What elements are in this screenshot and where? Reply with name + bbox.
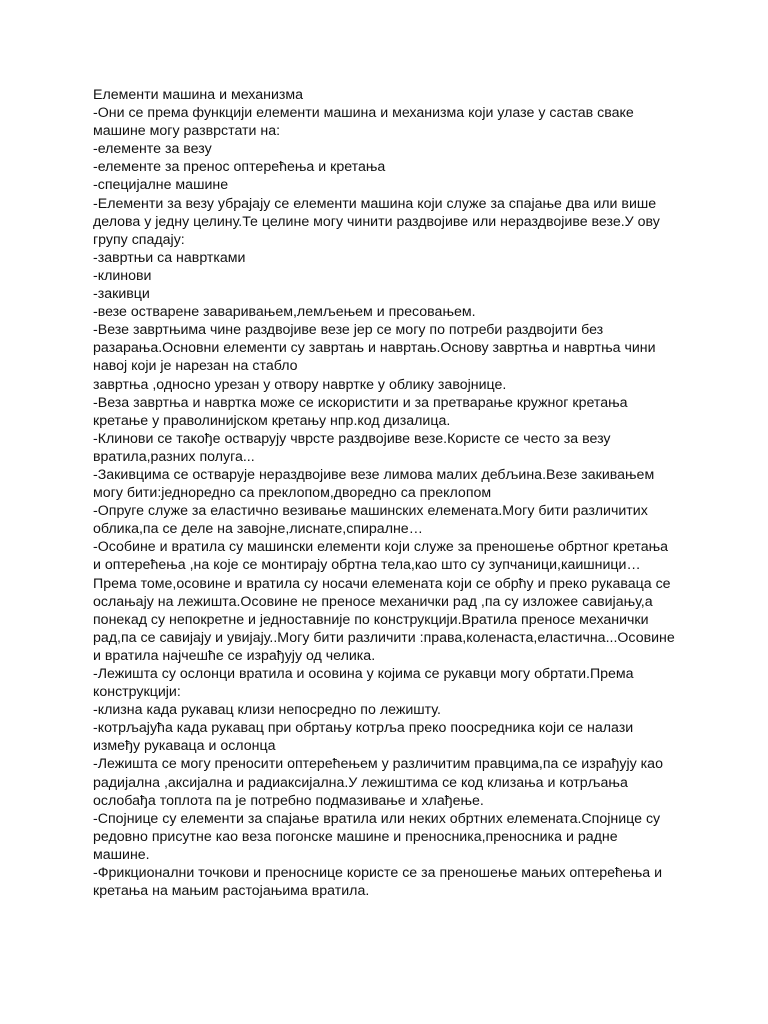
text-line: Према томе,осовине и вратила су носачи елемената који се обрћу и преко рукаваца се xyxy=(93,575,671,592)
text-line: -Лежишта су ослонци вратила и осовина у којима се рукавци могу обртати.Према xyxy=(93,666,634,682)
text-line: и вратила најчешће се израђују од челика. xyxy=(93,647,376,664)
text-line: -Лежишта се могу преносити оптерећењем у различитим правцима,па се израђују као xyxy=(93,756,663,773)
text-line: -Они се према функцији елементи машина и механизма који улазе у састав сваке xyxy=(93,105,634,122)
text-line: машине могу разврстати на: xyxy=(93,123,281,140)
text-line: -Спојнице су елементи за спајање вратила или неких обртних елемената.Спојнице су xyxy=(93,810,661,827)
text-line: -елементе за пренос оптерећења и кретања xyxy=(93,159,386,176)
text-line: -завртњи са навртками xyxy=(93,249,246,266)
document-title: Елементи машина и механизма xyxy=(93,87,304,103)
text-line: -Закивцима се остварује нераздвојиве везе лимова малих дебљина.Везе закивањем xyxy=(93,466,655,483)
text-line: редовно присутне као веза погонске машине и преносника,преносника и радне xyxy=(93,828,618,845)
text-line: -клизна када рукавац клизи непосредно по лежишту. xyxy=(93,702,441,719)
text-line: и оптерећења ,на које се монтирају обртна тела,као што су зупчаници,каишници… xyxy=(93,557,641,574)
text-line: -елементе за везу xyxy=(93,141,212,158)
text-line: -Фрикционални точкови и преноснице користе се за преношење мањих оптерећења и xyxy=(93,865,663,882)
text-line: -Веза завртња и навртка може се искористити и за претварање кружног кретања xyxy=(93,394,628,411)
text-line: ослањају на лежишта.Осовине не преносе механички рад ,па су изложее савијању,а xyxy=(93,593,653,610)
text-line: радијална ,аксијална и радиаксијална.У лежиштима се код клизања и котрљања xyxy=(93,774,628,791)
text-line: облика,па се деле на завојне,лиснате,спиралне… xyxy=(93,521,423,538)
text-line: -Особине и вратила су машински елементи који служе за преношење обртног кретања xyxy=(93,539,669,556)
text-line: -Опруге служе за еластично везивање машинских елемената.Могу бити различитих xyxy=(93,503,648,520)
text-line: кретање у праволинијском кретању нпр.код дизалица. xyxy=(93,412,451,429)
text-line: кретања на мањим растојањима вратила. xyxy=(93,883,370,900)
text-line: -Елементи за везу убрајају се елементи машина који служе за спајање два или више xyxy=(93,195,657,212)
text-line: понекад су непокретне и једноставније по конструкцији.Вратила преносе механички xyxy=(93,611,649,628)
text-line: конструкцији: xyxy=(93,684,181,701)
text-line: -Везе завртњима чине раздвојиве везе јер се могу по потреби раздвојити без xyxy=(93,322,604,339)
text-line: вратила,разних полуга... xyxy=(93,448,255,465)
text-line: могу бити:једноредно са преклопом,дворедно са преклопом xyxy=(93,485,492,502)
text-line: групу спадају: xyxy=(93,231,185,248)
text-line: разарања.Основни елементи су завртањ и навртањ.Основу завртња и навртња чини xyxy=(93,340,656,357)
text-line: завртња ,односно урезан у отвору навртке у облику завојнице. xyxy=(93,376,507,393)
text-line: делова у једну целину.Те целине могу чинити раздвојиве или нераздвојиве везе.У ову xyxy=(93,213,660,230)
text-line: између рукаваца и ослонца xyxy=(93,738,276,755)
text-line: -везе остварене заваривањем,лемљењем и пресовањем. xyxy=(93,304,476,321)
text-line: -котрљајућа када рукавац при обртању котрља преко поосредника који се налази xyxy=(93,720,634,737)
text-line: -закивци xyxy=(93,286,150,303)
document-body xyxy=(93,86,683,900)
text-line: -специјалне машине xyxy=(93,177,229,194)
text-line: -Клинови се такође остварују чврсте раздвојиве везе.Користе се често за везу xyxy=(93,430,611,447)
text-line: -клинови xyxy=(93,267,152,284)
text-line: рад,па се савијају и увијају..Могу бити различити :права,коленаста,еластична...Осовине xyxy=(93,629,675,646)
text-line: навој који је нарезан на стабло xyxy=(93,358,298,375)
text-line: ослобађа топлота па је потребно подмазивање и хлађење. xyxy=(93,792,484,809)
text-line: машине. xyxy=(93,846,150,863)
